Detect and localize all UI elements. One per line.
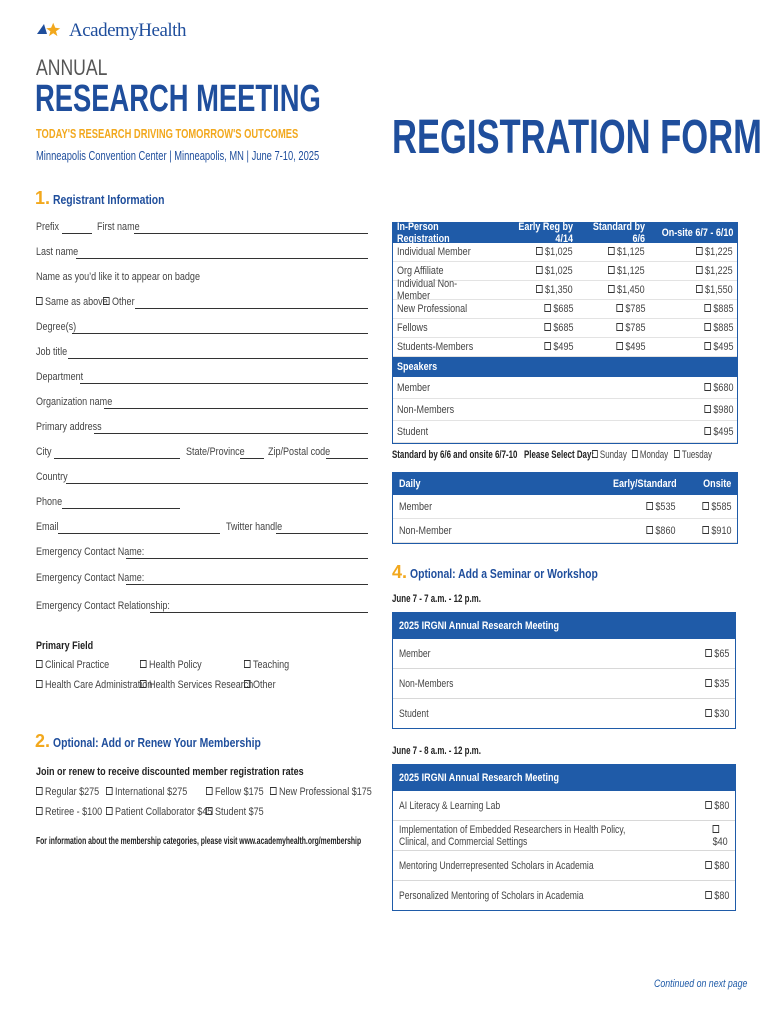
department-field[interactable] — [80, 383, 368, 384]
emergency-relationship-label: Emergency Contact Relationship: — [36, 600, 170, 612]
price-option[interactable]: $1,025 — [536, 265, 573, 277]
checkbox[interactable] — [705, 801, 712, 809]
session2-rows — [393, 791, 735, 910]
session1-time: June 7 - 7 a.m. - 12 p.m. — [392, 593, 481, 605]
registration-row — [393, 300, 737, 319]
checkbox[interactable] — [705, 649, 712, 657]
checkbox[interactable] — [544, 323, 551, 331]
checkbox[interactable] — [705, 709, 712, 717]
price-option[interactable]: $785 — [616, 322, 645, 334]
registration-table — [392, 222, 738, 444]
checkbox[interactable] — [646, 502, 653, 510]
price-option[interactable]: $1,350 — [536, 284, 573, 296]
speaker-row — [393, 399, 737, 421]
checkbox[interactable] — [206, 787, 213, 795]
daily-header-row — [393, 473, 737, 495]
price-option[interactable]: $495 — [704, 426, 733, 438]
degrees-label: Degree(s) — [36, 321, 77, 333]
price-option[interactable]: $860 — [646, 525, 675, 537]
session-row — [393, 699, 735, 728]
annual-label: ANNUAL — [36, 55, 108, 80]
checkbox[interactable] — [536, 285, 543, 293]
checkbox[interactable] — [704, 427, 711, 435]
emergency-name-label: Emergency Contact Name: — [36, 546, 145, 558]
checkbox[interactable] — [646, 526, 653, 534]
checkbox[interactable] — [608, 266, 615, 274]
tagline: TODAY'S RESEARCH DRIVING TOMORROW'S OUTCOMES — [36, 126, 299, 141]
checkbox[interactable] — [36, 680, 43, 688]
price-option[interactable]: $1,450 — [608, 284, 645, 296]
emergency-name-field-2[interactable] — [126, 584, 368, 585]
checkbox[interactable] — [36, 807, 43, 815]
section-title: Registrant Information — [53, 192, 165, 207]
row-label: Mentoring Underrepresented Scholars in Academia — [399, 859, 594, 872]
checkbox[interactable] — [696, 266, 703, 274]
row-label: AI Literacy & Learning Lab — [399, 799, 501, 812]
country-label: Country — [36, 471, 68, 483]
registration-row — [393, 319, 737, 338]
row-label: Personalized Mentoring of Scholars in Academia — [399, 889, 584, 902]
twitter-field[interactable] — [276, 533, 368, 534]
organization-label: Organization name — [36, 396, 113, 408]
emergency-relationship-field[interactable] — [150, 612, 368, 613]
membership-option[interactable]: Fellow $175 — [206, 786, 264, 798]
checkbox[interactable] — [632, 450, 638, 458]
row-label: Individual Member — [397, 246, 471, 258]
section4-heading — [392, 562, 645, 583]
daily-label: Standard by 6/6 and onsite 6/7-10 — [392, 449, 518, 461]
day-option-tuesday[interactable]: Tuesday — [674, 449, 712, 461]
state-label: State/Province — [186, 446, 245, 458]
field-option[interactable]: Health Care Administration — [36, 679, 152, 691]
field-option[interactable]: Health Services Research — [140, 679, 253, 691]
checkbox[interactable] — [705, 891, 712, 899]
membership-option[interactable]: Patient Collaborator $45 — [106, 806, 212, 818]
section-title: Optional: Add or Renew Your Membership — [53, 735, 261, 750]
department-label: Department — [36, 371, 84, 383]
first-name-label: First name — [97, 221, 140, 233]
select-day-label: Please Select Day: — [524, 449, 595, 461]
membership-subtitle: Join or renew to receive discounted member registration rates — [36, 766, 304, 778]
field-option[interactable]: Clinical Practice — [36, 659, 109, 671]
speaker-row — [393, 377, 737, 399]
country-field[interactable] — [66, 483, 368, 484]
prefix-label: Prefix — [36, 221, 60, 233]
session-row — [393, 669, 735, 699]
day-option-monday[interactable]: Monday — [632, 449, 668, 461]
price-option[interactable]: $495 — [544, 341, 573, 353]
price-option[interactable]: $495 — [616, 341, 645, 353]
checkbox[interactable] — [616, 323, 623, 331]
checkbox[interactable] — [705, 679, 712, 687]
last-name-label: Last name — [36, 246, 79, 258]
emergency-name-field[interactable] — [126, 558, 368, 559]
checkbox[interactable] — [713, 825, 720, 833]
checkbox[interactable] — [592, 450, 598, 458]
price-option[interactable]: $535 — [646, 501, 675, 513]
row-label: Fellows — [397, 322, 428, 334]
row-label: Member — [399, 500, 433, 513]
row-label: Students-Members — [397, 341, 474, 353]
checkbox[interactable] — [140, 680, 147, 688]
first-name-field[interactable] — [134, 233, 368, 234]
section1-heading — [35, 188, 192, 209]
day-option-sunday[interactable]: Sunday — [592, 449, 627, 461]
row-label: Non-Members — [399, 677, 454, 690]
checkbox[interactable] — [696, 285, 703, 293]
registration-row — [393, 243, 737, 262]
membership-info: For information about the membership categories, please visit www.academyhealth.org/membership — [36, 836, 362, 847]
session2-time: June 7 - 8 a.m. - 12 p.m. — [392, 745, 481, 757]
continued-note: Continued on next page — [654, 978, 748, 990]
registration-row — [393, 338, 737, 357]
checkbox[interactable] — [140, 660, 147, 668]
col-header: Early/Standard — [612, 478, 677, 490]
registration-row — [393, 278, 737, 302]
job-title-field[interactable] — [68, 358, 368, 359]
registration-rows — [393, 243, 737, 357]
badge-name-label: Name as you’d like it to appear on badge — [36, 271, 200, 283]
emergency-name-label-2: Emergency Contact Name: — [36, 572, 145, 584]
section-number: 1. — [35, 188, 51, 208]
checkbox[interactable] — [704, 323, 711, 331]
checkbox[interactable] — [103, 297, 110, 305]
checkbox[interactable] — [270, 787, 277, 795]
price-option[interactable]: $910 — [702, 525, 731, 537]
checkbox[interactable] — [616, 342, 623, 350]
field-option[interactable]: Other — [244, 679, 276, 691]
session-row — [393, 851, 735, 881]
price-option[interactable]: $1,125 — [608, 246, 645, 258]
session1-rows — [393, 639, 735, 728]
price-option[interactable]: $80 — [705, 860, 729, 872]
checkbox[interactable] — [106, 787, 113, 795]
speakers-header: Speakers — [393, 357, 737, 377]
daily-table — [392, 472, 738, 544]
col-header: In-Person Registration — [397, 221, 450, 245]
row-label: Individual Non-Member — [397, 278, 458, 302]
checkbox[interactable] — [705, 861, 712, 869]
row-label: Org Affiliate — [397, 265, 444, 277]
price-option[interactable]: $30 — [705, 708, 729, 720]
city-field[interactable] — [54, 458, 180, 459]
session2-table — [392, 764, 736, 911]
section-title: Optional: Add a Seminar or Workshop — [410, 566, 598, 581]
session2-header: 2025 IRGNI Annual Research Meeting — [393, 765, 735, 791]
session1-table — [392, 612, 736, 729]
phone-field[interactable] — [62, 508, 180, 509]
email-label: Email — [36, 521, 59, 533]
checkbox[interactable] — [36, 297, 43, 305]
row-label: Non-Member — [399, 524, 452, 537]
membership-option[interactable]: Student $75 — [206, 806, 264, 818]
speaker-row — [393, 421, 737, 443]
row-label: Student — [397, 425, 429, 438]
price-option[interactable]: $685 — [544, 322, 573, 334]
session-row — [393, 881, 735, 910]
row-label: Member — [399, 647, 431, 660]
checkbox[interactable] — [36, 660, 43, 668]
section2-heading — [35, 731, 313, 752]
daily-rows — [393, 495, 737, 543]
badge-other-field[interactable] — [135, 308, 368, 309]
price-option[interactable]: $685 — [544, 303, 573, 315]
price-option[interactable]: $80 — [705, 890, 729, 902]
section-number: 4. — [392, 562, 408, 582]
checkbox[interactable] — [696, 247, 703, 255]
state-field[interactable] — [240, 458, 264, 459]
price-option[interactable]: $35 — [705, 678, 729, 690]
checkbox[interactable] — [206, 807, 213, 815]
field-option[interactable]: Teaching — [244, 659, 289, 671]
zip-label: Zip/Postal code — [268, 446, 331, 458]
logo-text: AcademyHealth — [69, 20, 186, 41]
primary-address-field[interactable] — [94, 433, 368, 434]
price-option[interactable]: $785 — [616, 303, 645, 315]
checkbox[interactable] — [704, 304, 711, 312]
price-option[interactable]: $885 — [704, 322, 733, 334]
checkbox[interactable] — [244, 680, 251, 688]
row-label: New Professional — [397, 303, 468, 315]
checkbox[interactable] — [608, 285, 615, 293]
membership-option[interactable]: Regular $275 — [36, 786, 99, 798]
section-number: 2. — [35, 731, 51, 751]
same-as-above-option[interactable]: Same as above — [36, 296, 108, 308]
checkbox[interactable] — [544, 342, 551, 350]
twitter-label: Twitter handle — [226, 521, 283, 533]
organization-field[interactable] — [104, 408, 368, 409]
price-option[interactable]: $40 — [713, 824, 729, 848]
logo-mark-icon — [35, 20, 65, 42]
city-label: City — [36, 446, 52, 458]
checkbox[interactable] — [544, 304, 551, 312]
price-option[interactable]: $1,025 — [536, 246, 573, 258]
price-option[interactable]: $80 — [705, 800, 729, 812]
session-row — [393, 791, 735, 821]
phone-label: Phone — [36, 496, 63, 508]
price-option[interactable]: $585 — [702, 501, 731, 513]
col-header: Daily — [399, 478, 421, 490]
degrees-field[interactable] — [72, 333, 368, 334]
badge-other-option[interactable]: Other — [103, 296, 135, 308]
checkbox[interactable] — [704, 383, 711, 391]
checkbox[interactable] — [674, 450, 680, 458]
checkbox[interactable] — [704, 342, 711, 350]
price-option[interactable]: $65 — [705, 648, 729, 660]
session-row — [393, 821, 735, 851]
row-label: Member — [397, 381, 431, 394]
checkbox[interactable] — [106, 807, 113, 815]
academyhealth-logo — [35, 20, 186, 42]
checkbox[interactable] — [608, 247, 615, 255]
job-title-label: Job title — [36, 346, 68, 358]
col-header: Early Reg by 4/14 — [518, 221, 573, 245]
col-header: Onsite — [702, 478, 731, 490]
checkbox[interactable] — [702, 526, 709, 534]
row-label: Non-Members — [397, 403, 455, 416]
last-name-field[interactable] — [76, 258, 368, 259]
form-title: REGISTRATION FORM — [392, 111, 762, 164]
price-option[interactable]: $495 — [704, 341, 733, 353]
membership-option[interactable]: Retiree - $100 — [36, 806, 102, 818]
col-header: On-site 6/7 - 6/10 — [661, 227, 733, 239]
membership-option[interactable]: International $275 — [106, 786, 187, 798]
checkbox[interactable] — [244, 660, 251, 668]
row-label: Student — [399, 707, 429, 720]
checkbox[interactable] — [702, 502, 709, 510]
session-row — [393, 639, 735, 669]
field-option[interactable]: Health Policy — [140, 659, 202, 671]
primary-address-label: Primary address — [36, 421, 102, 433]
zip-field[interactable] — [326, 458, 368, 459]
registration-header-row — [393, 223, 737, 243]
membership-option[interactable]: New Professional $175 — [270, 786, 372, 798]
session1-header: 2025 IRGNI Annual Research Meeting — [393, 613, 735, 639]
checkbox[interactable] — [536, 247, 543, 255]
price-option[interactable]: $1,225 — [696, 265, 733, 277]
checkbox[interactable] — [704, 405, 711, 413]
daily-row — [393, 495, 737, 519]
daily-row — [393, 519, 737, 543]
price-option[interactable]: $1,550 — [696, 284, 733, 296]
speakers-rows — [393, 377, 737, 443]
email-field[interactable] — [58, 533, 220, 534]
checkbox[interactable] — [616, 304, 623, 312]
prefix-field[interactable] — [62, 233, 92, 234]
price-option[interactable]: $1,225 — [696, 246, 733, 258]
price-option[interactable]: $885 — [704, 303, 733, 315]
meeting-title: RESEARCH MEETING — [35, 78, 321, 120]
primary-field-title: Primary Field — [36, 640, 94, 652]
price-option[interactable]: $980 — [704, 404, 733, 416]
price-option[interactable]: $1,125 — [608, 265, 645, 277]
event-location: Minneapolis Convention Center | Minneapolis, MN | June 7-10, 2025 — [36, 148, 320, 163]
col-header: Standard by 6/6 — [592, 221, 645, 245]
checkbox[interactable] — [536, 266, 543, 274]
price-option[interactable]: $680 — [704, 382, 733, 394]
row-label: Implementation of Embedded Researchers in Health Policy, Clinical, and Commercial Settings — [399, 823, 626, 848]
checkbox[interactable] — [36, 787, 43, 795]
